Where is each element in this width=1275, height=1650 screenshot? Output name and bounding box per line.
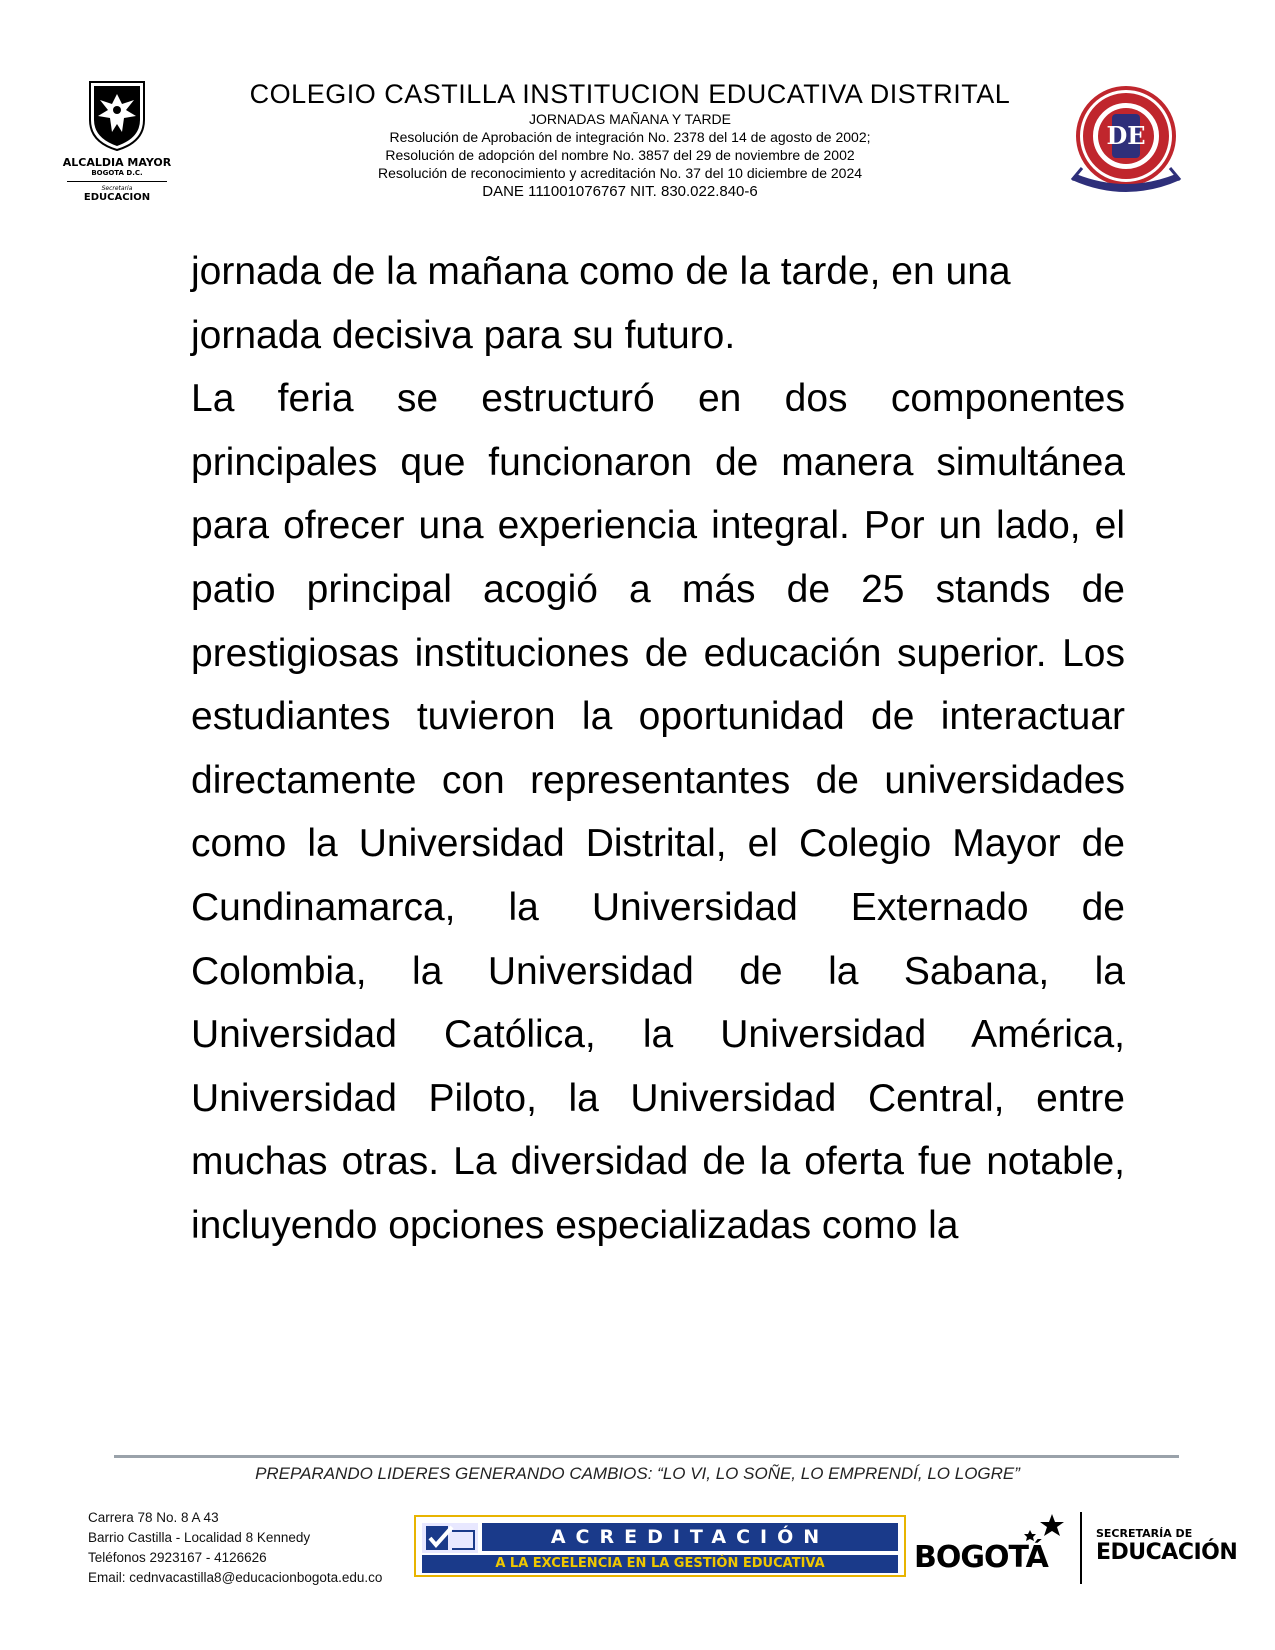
school-name: COLEGIO CASTILLA INSTITUCION EDUCATIVA DISTRITAL — [249, 79, 1011, 109]
crest-initials: DE — [1106, 121, 1146, 150]
school-crest-logo — [1068, 84, 1188, 204]
accreditation-title: ACREDITACIÓN — [482, 1523, 898, 1551]
letterhead-header — [0, 0, 1275, 220]
bogota-wordmark: BOGOTÁ — [914, 1540, 1048, 1575]
body-paragraph: jornada de la mañana como de la tarde, en una jornada decisiva para su futuro. — [191, 250, 1011, 357]
email-line: Email: cednvacastilla8@educacionbogota.edu.co — [88, 1570, 383, 1585]
coat-of-arms-icon — [86, 80, 148, 152]
address-line: Carrera 78 No. 8 A 43 — [88, 1510, 219, 1525]
resolution-3: Resolución de reconocimiento y acreditación No. 37 del 10 diciembre de 2024 — [377, 165, 863, 181]
document-body — [191, 240, 1125, 1258]
phone-line: Teléfonos 2923167 - 4126626 — [88, 1550, 267, 1565]
school-motto: PREPARANDO LIDERES GENERANDO CAMBIOS: “LO VI, LO SOÑE, LO EMPRENDÍ, LO LOGRE” — [255, 1464, 1020, 1483]
body-paragraph: La feria se estructuró en dos componentes principales que funcionaron de manera simultánea para ofrecer una experiencia integral. Por un lado, el patio principal acogió a más de 25 stands de prestigiosas instituciones de educación superior. Los estudiantes tuvieron la oportunidad de interactuar directamente con representantes de universidades como la Universidad Distrital, el Colegio Mayor de Cundinamarca, la Universidad Externado de Colombia, la Universidad de la Sabana, la Universidad Católica, la Universidad América, Universidad Piloto, la Universidad Central, entre muchas otras. La diversidad de la oferta fue notable, incluyendo opciones especializadas como la — [191, 377, 1125, 1247]
check-icon — [422, 1523, 478, 1553]
secretaria-line1: SECRETARÍA DE — [1096, 1527, 1193, 1540]
bogota-logo — [914, 1512, 1074, 1582]
logo-divider — [67, 181, 167, 182]
alcaldia-secretaria: Secretaria — [101, 185, 133, 192]
address-line: Barrio Castilla - Localidad 8 Kennedy — [88, 1530, 311, 1545]
alcaldia-title: ALCALDIA MAYOR — [62, 156, 172, 169]
alcaldia-city: BOGOTA D.C. — [91, 169, 143, 177]
footer-divider — [114, 1455, 1179, 1458]
resolution-1: Resolución de Aprobación de integración No. 2378 del 14 de agosto de 2002; — [389, 129, 871, 145]
dane-nit: DANE 111001076767 NIT. 830.022.840-6 — [482, 183, 758, 200]
secretaria-line2: EDUCACIÓN — [1096, 1540, 1238, 1565]
school-crest-icon — [1068, 84, 1188, 204]
secretaria-educacion-logo — [1096, 1527, 1237, 1565]
jornadas-line: JORNADAS MAÑANA Y TARDE — [528, 111, 731, 127]
accreditation-badge — [414, 1515, 906, 1577]
contact-block — [88, 1508, 382, 1588]
alcaldia-educacion: EDUCACION — [83, 192, 151, 203]
header-text-block — [180, 78, 1080, 201]
accreditation-subtitle: A LA EXCELENCIA EN LA GESTIÓN EDUCATIVA — [422, 1555, 898, 1573]
resolution-2: Resolución de adopción del nombre No. 3857 del 29 de noviembre de 2002 — [385, 147, 855, 163]
footer-vertical-divider — [1080, 1512, 1082, 1584]
